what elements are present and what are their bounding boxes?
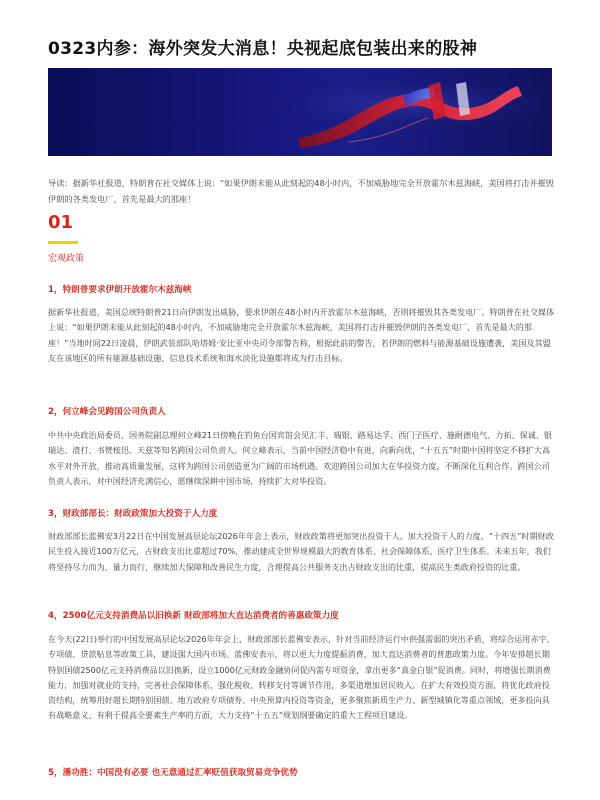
section-name: 宏观政策 <box>48 254 85 264</box>
section-divider-bar <box>48 241 78 244</box>
item-body: 据新华社报道，美国总统特朗普21日向伊朗发出威胁，要求伊朗在48小时内开放霍尔木兹海峡，否则将摧毁其各类发电厂。特朗普在社交媒体上说：“如果伊朗未能从此刻起的48小时内，不加威胁地完全开放霍尔木兹海峡，美国将打击并摧毁伊朗的各类发电厂，首先是最大的那座！”当地时间22日凌晨，伊朗武装部队哈塔姆·安比亚中央司令部警告称，根据此前的警告，若伊朗的燃料与能源基础设施遭袭，美国及其盟友在该地区的所有能源基础设施、信息技术系统和海水淡化设施都将成为打击目标。 <box>48 307 555 363</box>
item-body: 财政部部长蓝佛安3月22日在中国发展高层论坛2026年年会上表示，财政政策将更加突出投资于人。加大投资于人的力度。“十四五”时期财政民生投入接近100万亿元，占财政支出比重超过70%，推动建成全世界规模最大的教育体系、社会保障体系、医疗卫生体系。未来五年，我们将坚持尽力而为、量力而行，继续加大保障和改善民生力度，合理提高公共服务支出占财政支出的比重，提高民生类政府投资的比重。 <box>48 531 554 572</box>
header-banner-image <box>48 68 552 156</box>
article-title: 0323内参：海外突发大消息！央视起底包装出来的股神 <box>48 39 478 59</box>
item-body: 在今天(22日)举行的中国发展高层论坛2026年年会上，财政部部长蓝佛安表示，针对当前经济运行中供强需弱的突出矛盾，将综合运用赤字、专项债、贷款贴息等政策工具，建设强大国内市场。蓝佛安表示，将以更大力度提振消费，加大直达消费者的普惠政策力度。今年安排超长期特别国债2500亿元支持消费品以旧换新，设立1000亿元财政金融协同促内需专项资金，拿出更多“真金白银”促消费。同时，将增强长期消费能力，加强对就业的支持，完善社会保障体系，强化税收、转移支付等调节作用，多渠道增加居民收入。在扩大有效投资方面，将优化政府投资结构，统筹用好超长期特别国债、地方政府专项债券、中央预算内投资等资金，更多聚焦新质生产力、新型城镇化等重点领域，更多投向具有战略意义、有利于提高全要素生产率的方面，大力支持“十五五”规划纲要确定的重大工程项目建设。 <box>48 634 555 721</box>
section-number: 01 <box>48 212 74 233</box>
item-heading: 4，2500亿元支持消费品以旧换新 财政部将加大直达消费者的善惠政策力度 <box>48 611 339 621</box>
item-heading: 3，财政部部长：财政政策加大投资于人力度 <box>48 509 218 519</box>
item-body: 中共中央政治局委员、国务院副总理何立峰21日傍晚在钓鱼台国宾馆会见汇丰、瑞银、路易达孚、西门子医疗、施耐德电气、力拓、保诚、银瑞达、渣打、书赞桉迅、天兹等知名跨国公司负责人。何立峰表示，当前中国经济稳中有进、向新向优，“十五五”时期中国将坚定不移扩大高水平对外开放，推动高质量发展，这将为跨国公司创造更为广阔的市场机遇。欢迎跨国公司加大在华投资力度，不断深化互利合作。跨国公司负责人表示，对中国经济充满信心，愿继续深耕中国市场，持续扩大对华投资。 <box>48 430 553 486</box>
lead-paragraph: 导读：据新华社报道，特朗普在社交媒体上说：“如果伊朗未能从此刻起的48小时内，不加威胁地完全开放霍尔木兹海峡，美国将打击并摧毁伊朗的各类发电厂，首先是最大的那座！ <box>48 178 554 204</box>
ribbon-graphic <box>48 68 552 156</box>
item-heading: 2，何立峰会见跨国公司负责人 <box>48 407 166 417</box>
item-heading: 1，特朗普要求伊朗开放霍尔木兹海峡 <box>48 285 192 295</box>
item-heading: 5，潘功胜：中国没有必要 也无意通过汇率贬值获取贸易竞争优势 <box>48 768 298 778</box>
